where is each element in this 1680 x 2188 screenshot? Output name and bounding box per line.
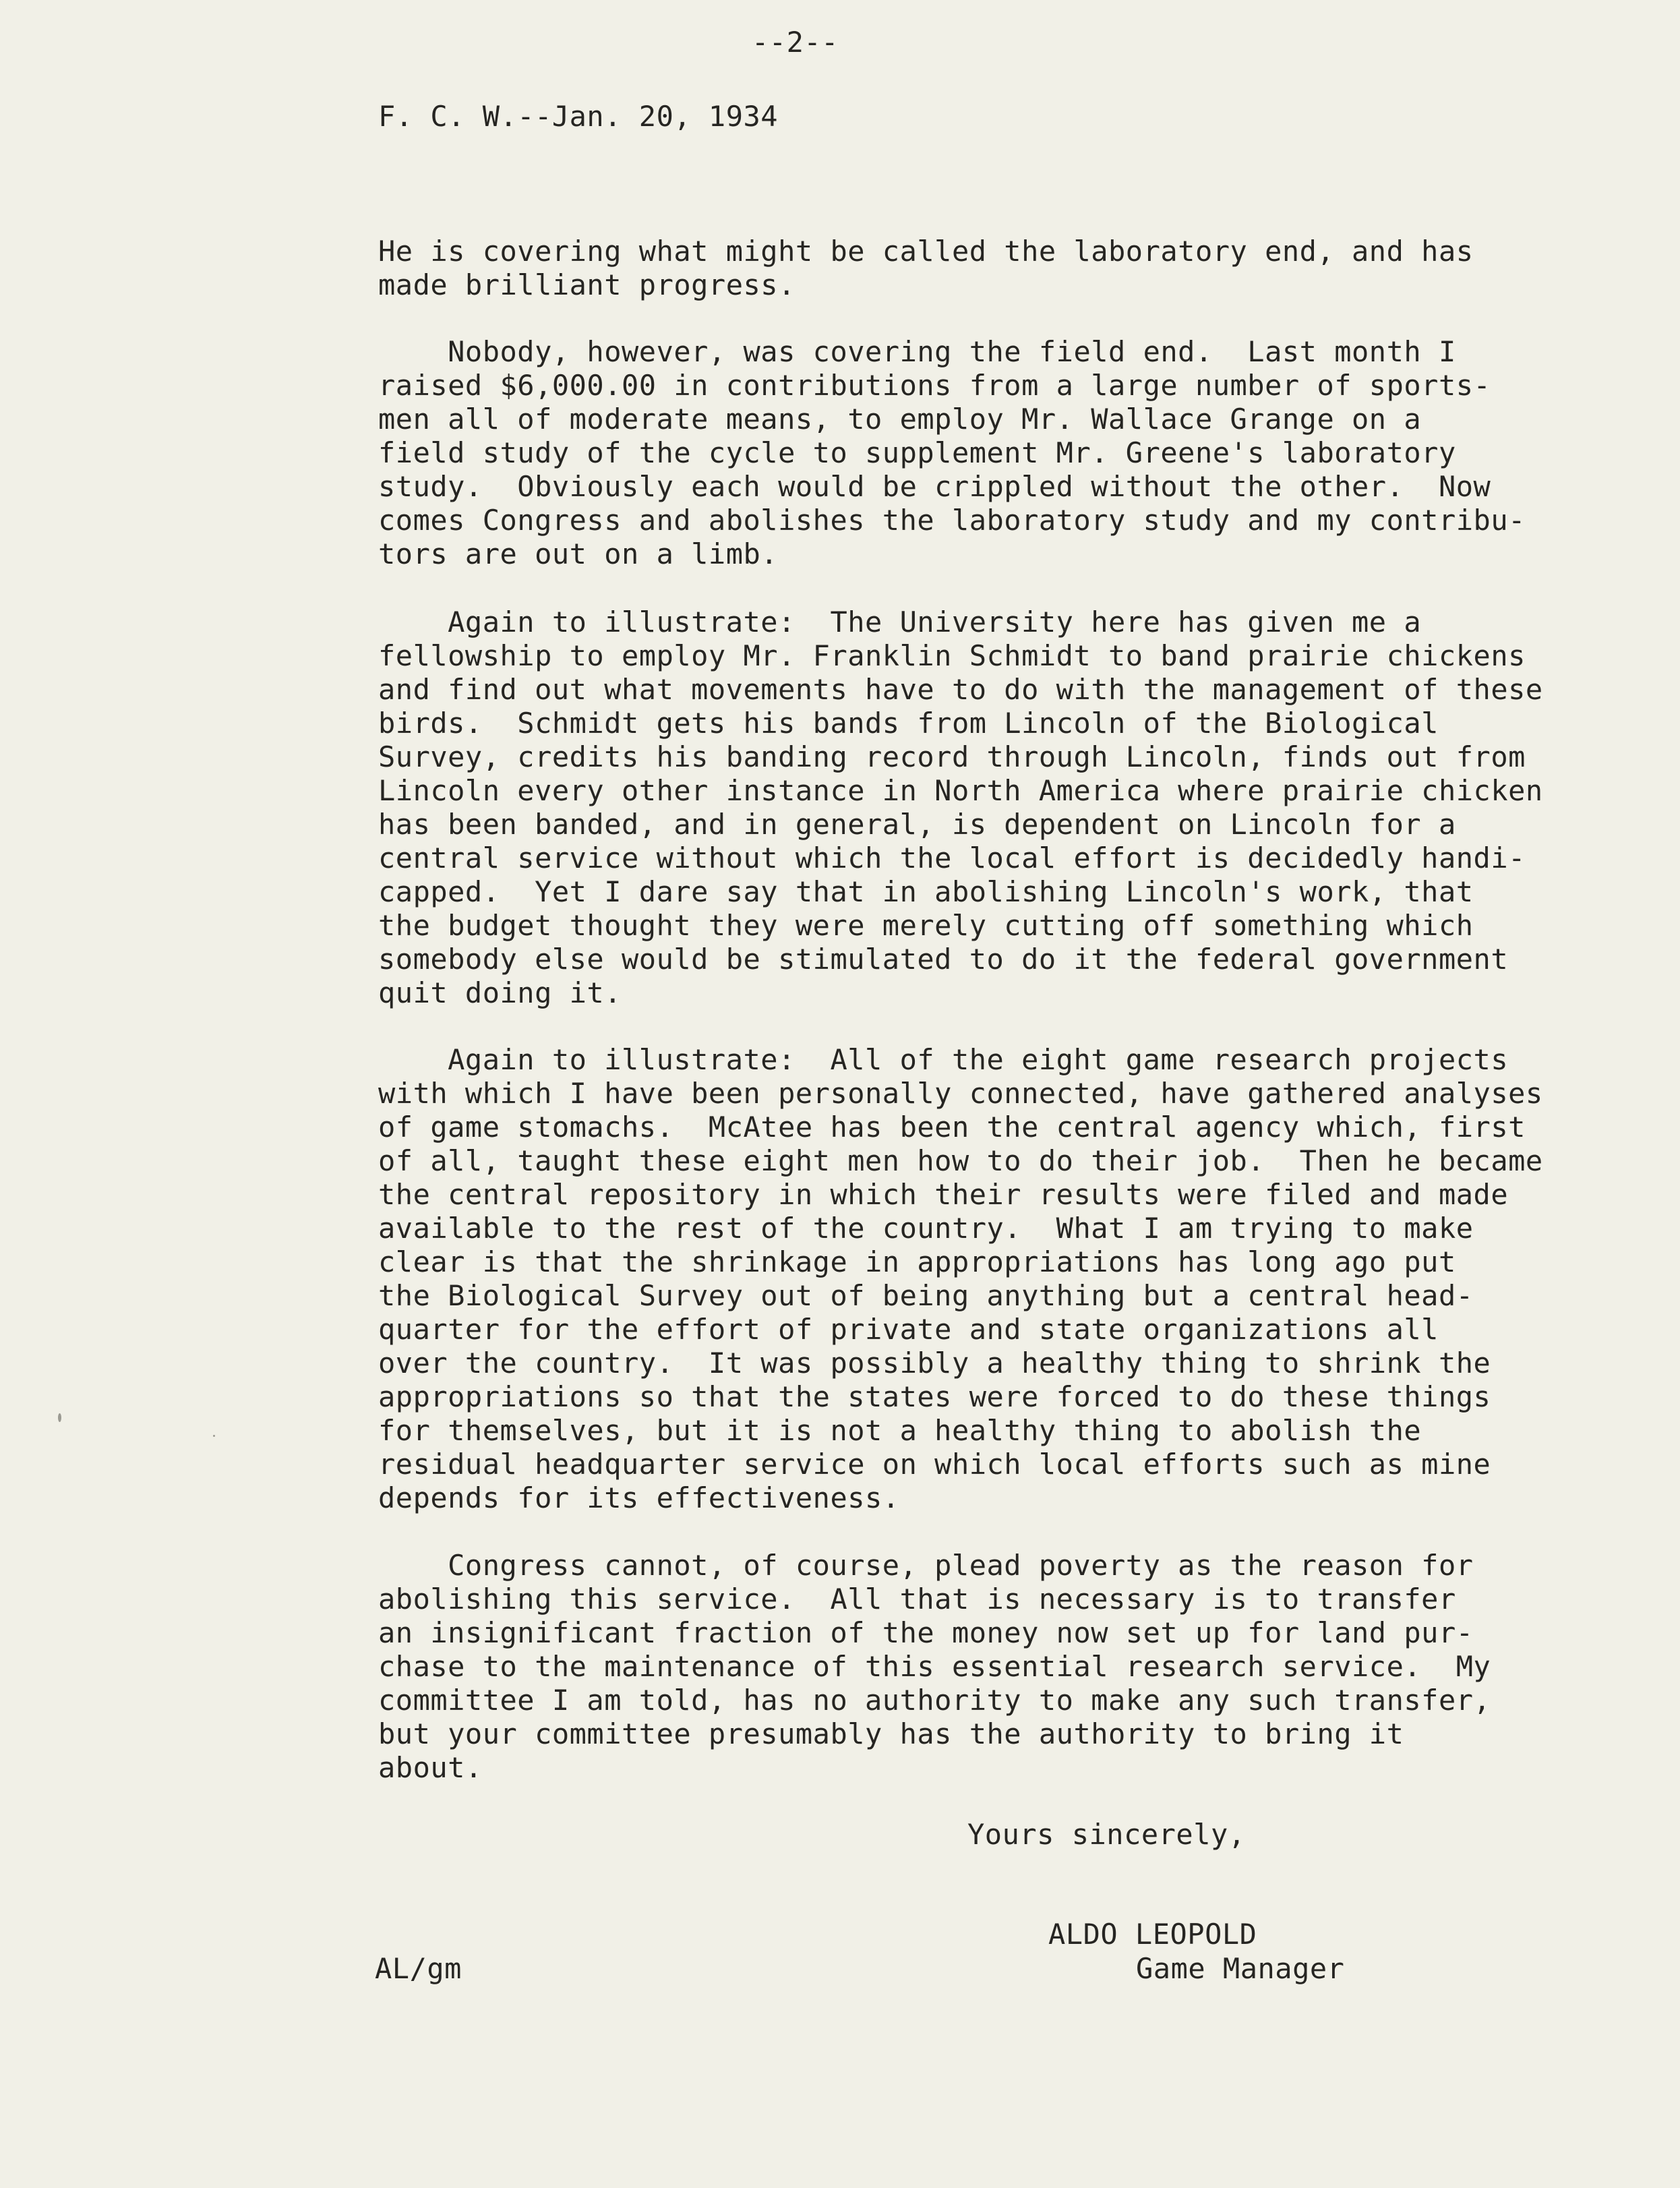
text-line: quit doing it. — [378, 976, 622, 1009]
text-line: He is covering what might be called the laboratory end, and has — [378, 235, 1474, 268]
text-line: committee I am told, has no authority to make any such transfer, — [378, 1684, 1491, 1717]
text-line: depends for its effectiveness. — [378, 1481, 900, 1514]
text-line: made brilliant progress. — [378, 268, 796, 301]
text-line: clear is that the shrinkage in appropriations has long ago put — [378, 1245, 1456, 1278]
text-line: the central repository in which their results were filed and made — [378, 1178, 1509, 1211]
text-line: appropriations so that the states were forced to do these things — [378, 1380, 1491, 1413]
text-line: residual headquarter service on which local efforts such as mine — [378, 1448, 1491, 1481]
text-line: birds. Schmidt gets his bands from Lincoln of the Biological — [378, 707, 1439, 740]
text-line: Nobody, however, was covering the field end. Last month I — [378, 335, 1456, 368]
paragraph-1 — [378, 235, 1474, 302]
text-line: an insignificant fraction of the money now set up for land pur- — [378, 1616, 1474, 1649]
text-line: of game stomachs. McAtee has been the central agency which, first — [378, 1111, 1526, 1144]
text-line: Again to illustrate: The University here has given me a — [378, 605, 1422, 639]
paragraph-3 — [378, 605, 1543, 1010]
text-line: quarter for the effort of private and state organizations all — [378, 1313, 1439, 1346]
text-line: men all of moderate means, to employ Mr. Wallace Grange on a — [378, 403, 1422, 436]
text-line: about. — [378, 1751, 483, 1784]
paragraph-4 — [378, 1043, 1543, 1515]
text-line: the Biological Survey out of being anything but a central head- — [378, 1279, 1474, 1312]
text-line: of all, taught these eight men how to do their job. Then he became — [378, 1144, 1543, 1177]
text-line: fellowship to employ Mr. Franklin Schmidt to band prairie chickens — [378, 639, 1526, 672]
paper-speck — [58, 1413, 61, 1422]
typist-initials: AL/gm — [375, 1952, 462, 1985]
paragraph-5 — [378, 1549, 1491, 1785]
valediction: Yours sincerely, — [967, 1818, 1246, 1851]
text-line: study. Obviously each would be crippled without the other. Now — [378, 470, 1491, 503]
text-line: with which I have been personally connected, have gathered analyses — [378, 1077, 1543, 1110]
text-line: over the country. It was possibly a healthy thing to shrink the — [378, 1347, 1491, 1380]
text-line: chase to the maintenance of this essential research service. My — [378, 1650, 1491, 1683]
text-line: the budget thought they were merely cutting off something which — [378, 909, 1474, 942]
text-line: and find out what movements have to do with the management of these — [378, 673, 1543, 706]
text-line: field study of the cycle to supplement Mr. Greene's laboratory — [378, 436, 1456, 469]
signer-title: Game Manager — [1136, 1952, 1345, 1985]
letter-reference: F. C. W.--Jan. 20, 1934 — [378, 100, 779, 133]
text-line: but your committee presumably has the authority to bring it — [378, 1717, 1404, 1750]
text-line: Lincoln every other instance in North America where prairie chicken — [378, 774, 1543, 807]
text-line: Congress cannot, of course, plead poverty as the reason for — [378, 1549, 1474, 1582]
text-line: Again to illustrate: All of the eight game research projects — [378, 1043, 1509, 1076]
paragraph-2 — [378, 335, 1526, 571]
text-line: for themselves, but it is not a healthy thing to abolish the — [378, 1414, 1422, 1447]
text-line: tors are out on a limb. — [378, 537, 779, 570]
text-line: raised $6,000.00 in contributions from a large number of sports- — [378, 369, 1491, 402]
signer-name: ALDO LEOPOLD — [1048, 1918, 1257, 1951]
text-line: capped. Yet I dare say that in abolishing Lincoln's work, that — [378, 875, 1474, 908]
text-line: comes Congress and abolishes the laboratory study and my contribu- — [378, 504, 1526, 537]
text-line: Survey, credits his banding record through Lincoln, finds out from — [378, 740, 1526, 773]
page-number: --2-- — [752, 26, 839, 59]
text-line: available to the rest of the country. What I am trying to make — [378, 1212, 1474, 1245]
text-line: abolishing this service. All that is necessary is to transfer — [378, 1583, 1456, 1616]
text-line: central service without which the local effort is decidedly handi- — [378, 841, 1526, 875]
paper-speck — [213, 1435, 215, 1437]
text-line: somebody else would be stimulated to do it the federal government — [378, 943, 1509, 976]
text-line: has been banded, and in general, is dependent on Lincoln for a — [378, 808, 1456, 841]
